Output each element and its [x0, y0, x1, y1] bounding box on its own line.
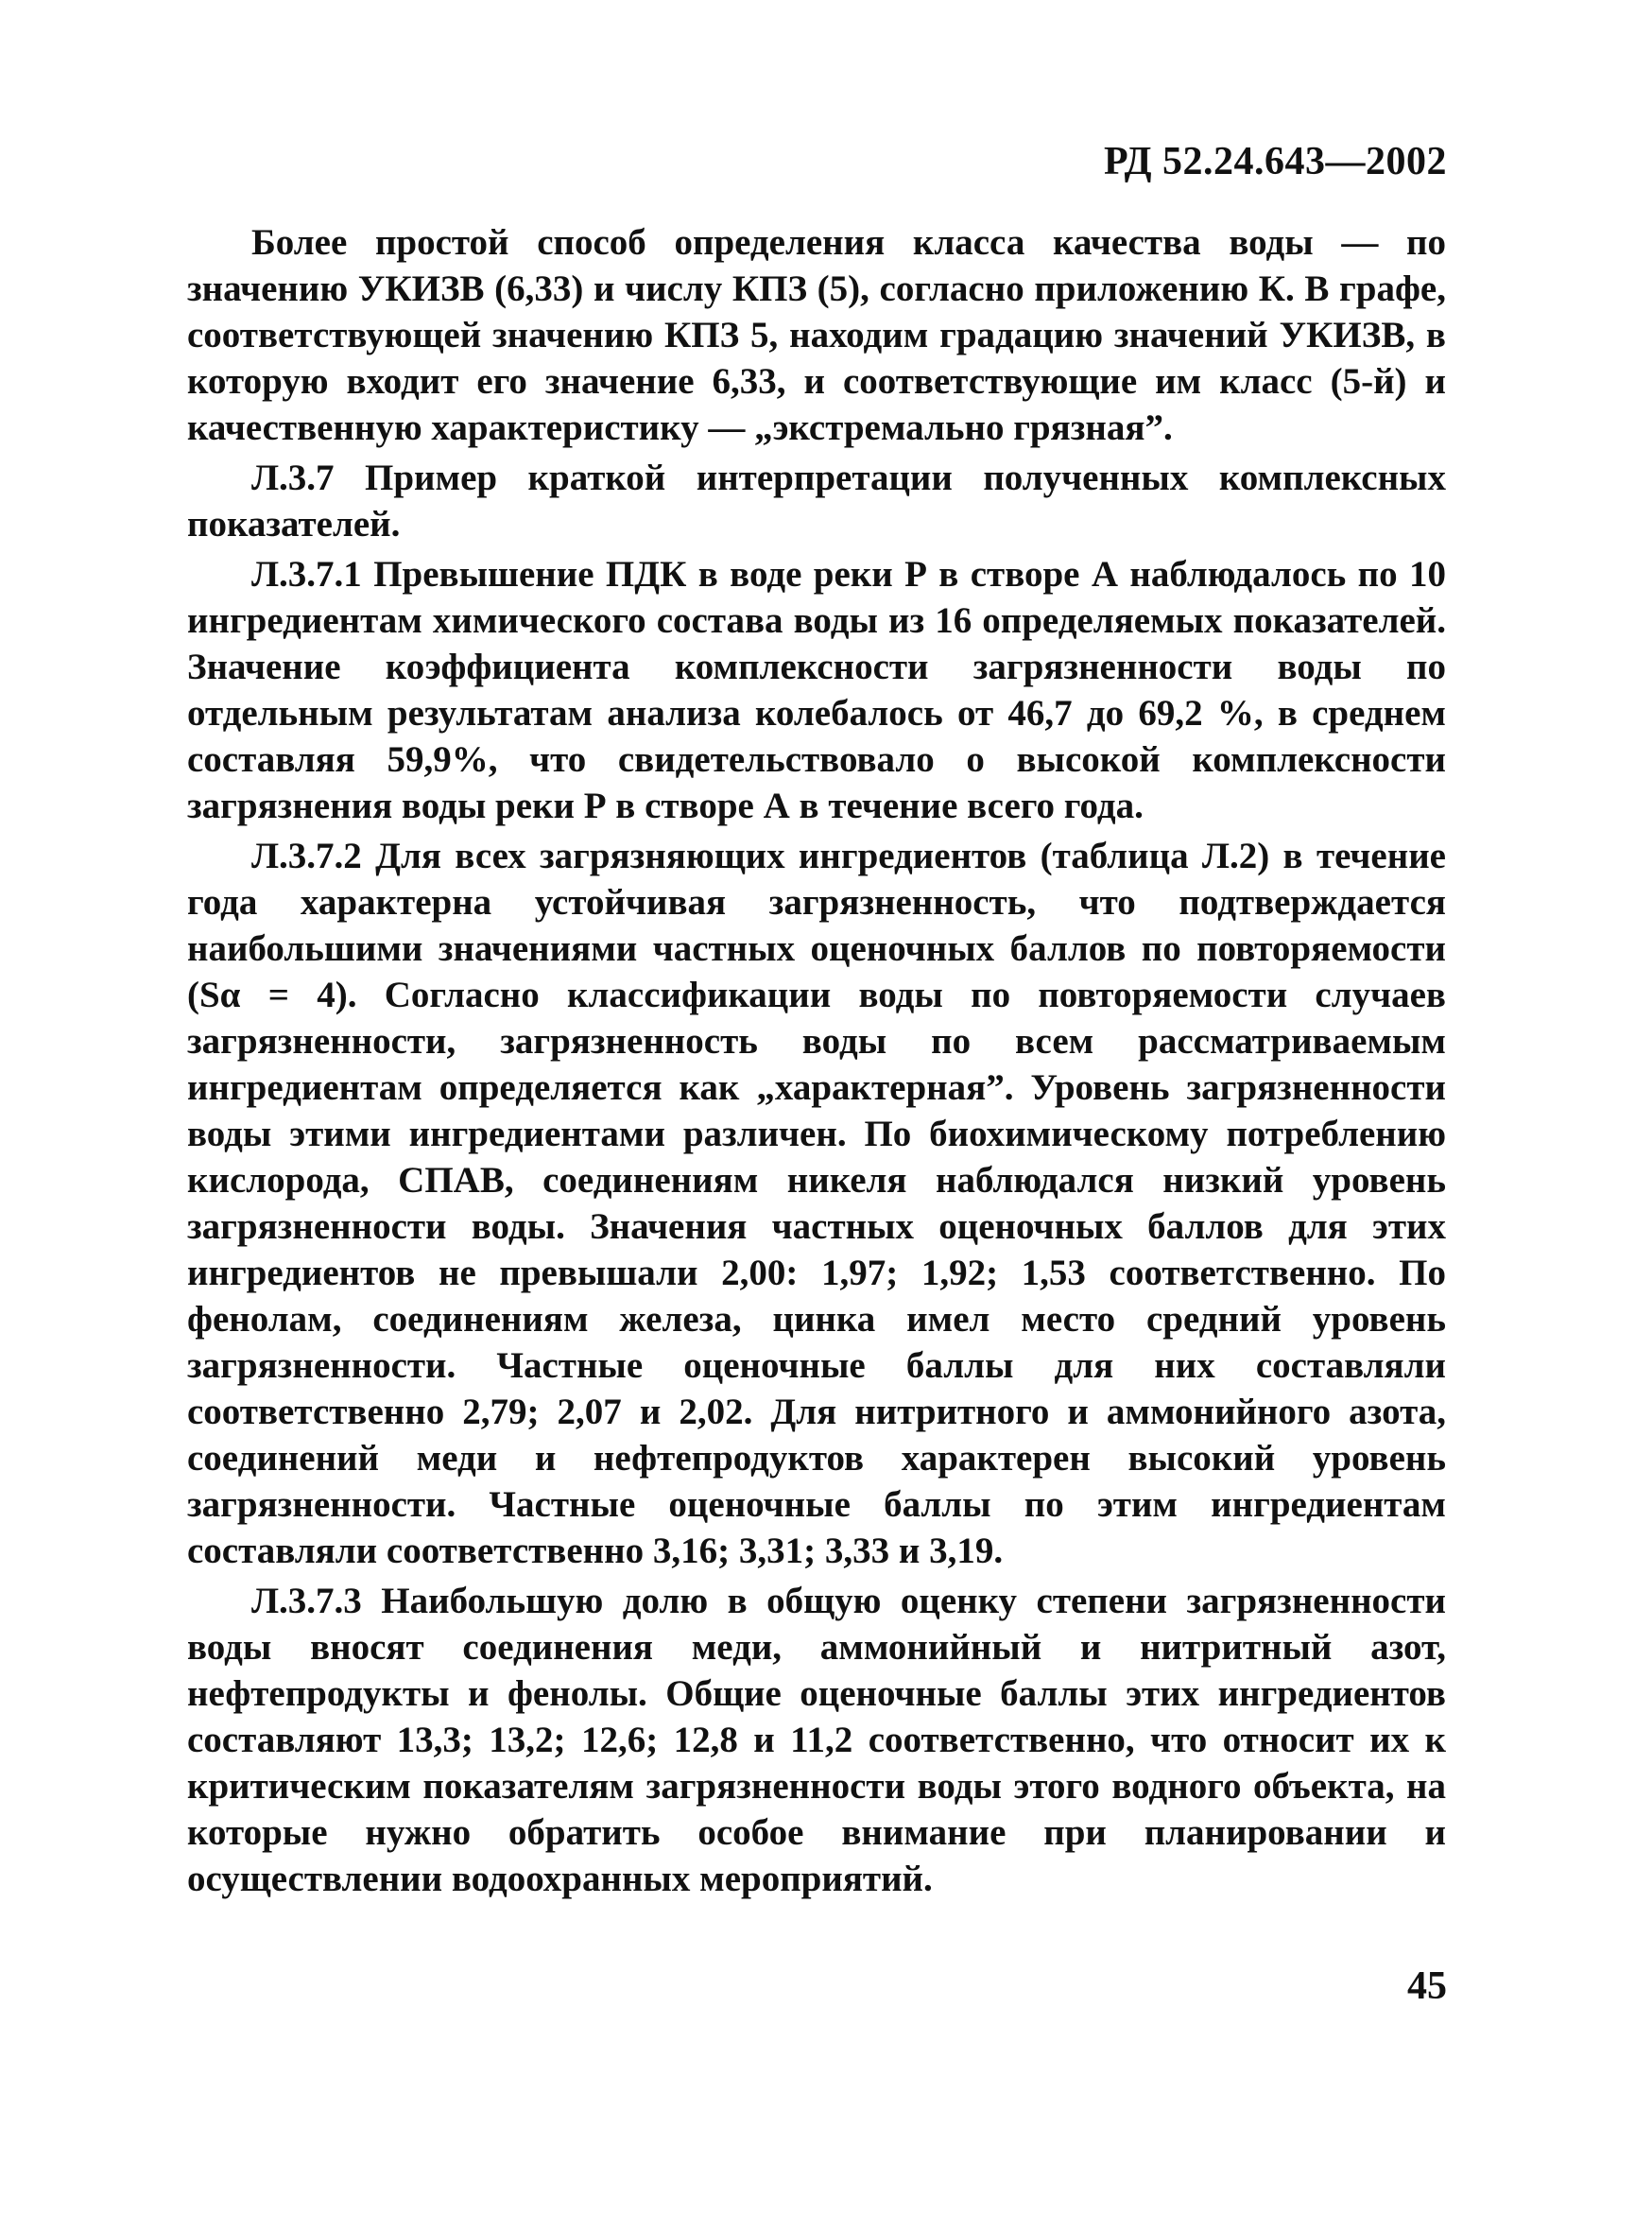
page-number: 45: [1407, 1964, 1447, 2008]
document-code-header: РД 52.24.643—2002: [1103, 140, 1447, 183]
paragraph-section-l-3-7-3: Л.3.7.3 Наибольшую долю в общую оценку степени загрязненности воды вносят соединения меди, аммонийный и нитритный азот, нефтепродукты и фенолы. Общие оценочные баллы этих ингредиентов составляют 13,3; 13,2; 12,6; 12,8 и 11,2 соответственно, что относит их к критическим показателям загрязненности воды этого водного объекта, на которые нужно обратить особое внимание при планировании и осуществлении водоохранных мероприятий.: [187, 1581, 1446, 1899]
paragraph-water-quality-class: Более простой способ определения класса качества воды — по значению УКИЗВ (6,33) и числу КПЗ (5), согласно приложению К. В графе, соответствующей значению КПЗ 5, находим градацию значений УКИЗВ, в которую входит его значение 6,33, и соответствующие им класс (5-й) и качественную характеристику — „экстремально грязная”.: [187, 222, 1446, 448]
paragraph-section-l-3-7: Л.3.7 Пример краткой интерпретации полученных комплексных показателей.: [187, 458, 1446, 545]
document-body: [187, 219, 1446, 1906]
paragraph-section-l-3-7-2: Л.3.7.2 Для всех загрязняющих ингредиентов (таблица Л.2) в течение года характерна устойчивая загрязненность, что подтверждается наибольшими значениями частных оценочных баллов по повторяемости (Sα = 4). Согласно классификации воды по повторяемости случаев загрязненности, загрязненность воды по всем рассматриваемым ингредиентам определяется как „характерная”. Уровень загрязненности воды этими ингредиентами различен. По биохимическому потреблению кислорода, СПАВ, соединениям никеля наблюдался низкий уровень загрязненности воды. Значения частных оценочных баллов для этих ингредиентов не превышали 2,00: 1,97; 1,92; 1,53 соответственно. По фенолам, соединениям железа, цинка имел место средний уровень загрязненности. Частные оценочные баллы для них составляли соответственно 2,79; 2,07 и 2,02. Для нитритного и аммонийного азота, соединений меди и нефтепродуктов характерен высокий уровень загрязненности. Частные оценочные баллы по этим ингредиентам составляли соответственно 3,16; 3,31; 3,33 и 3,19.: [187, 836, 1446, 1571]
paragraph-section-l-3-7-1: Л.3.7.1 Превышение ПДК в воде реки Р в створе А наблюдалось по 10 ингредиентам химического состава воды из 16 определяемых показателей. Значение коэффициента комплексности загрязненности воды по отдельным результатам анализа колебалось от 46,7 до 69,2 %, в среднем составляя 59,9%, что свидетельствовало о высокой комплексности загрязнения воды реки Р в створе А в течение всего года.: [187, 554, 1446, 826]
